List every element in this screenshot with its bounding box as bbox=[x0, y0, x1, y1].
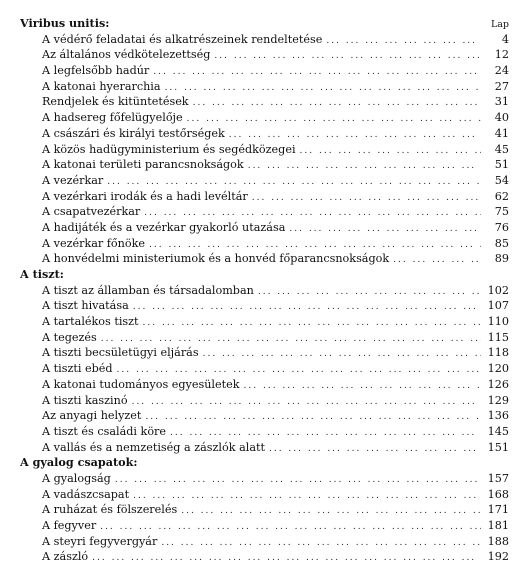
dot-leader bbox=[193, 96, 481, 105]
dot-leader bbox=[133, 300, 481, 309]
dot-leader bbox=[100, 520, 481, 529]
toc-entry bbox=[20, 63, 509, 79]
toc-section-heading bbox=[20, 455, 509, 471]
entry-title: A hadsereg főfelügyelője bbox=[42, 111, 183, 125]
toc-entry bbox=[20, 173, 509, 189]
dot-leader bbox=[149, 238, 481, 247]
toc-entry bbox=[20, 502, 509, 518]
entry-title: A tartalékos tiszt bbox=[42, 315, 139, 329]
entry-title: A tiszt és családi köre bbox=[42, 424, 167, 438]
toc-section-heading bbox=[20, 16, 509, 32]
entry-title: A vallás és a nemzetiség a zászlók alatt bbox=[42, 440, 265, 454]
entry-page: 51 bbox=[494, 158, 509, 172]
dot-leader bbox=[181, 504, 481, 513]
entry-title: A vezérkar bbox=[42, 173, 104, 187]
entry-title: A vezérkari irodák és a hadi levéltár bbox=[42, 189, 248, 203]
table-of-contents bbox=[20, 16, 509, 565]
entry-title: A császári és királyi testőrségek bbox=[42, 126, 225, 140]
entry-title: A közös hadügyministerium és segédközegei bbox=[42, 142, 296, 156]
entry-page: 54 bbox=[494, 173, 509, 187]
dot-leader bbox=[203, 347, 481, 356]
entry-page: 171 bbox=[487, 503, 509, 517]
entry-page: 118 bbox=[487, 346, 509, 360]
entry-page: 76 bbox=[494, 220, 509, 234]
toc-entry bbox=[20, 47, 509, 63]
dot-leader bbox=[252, 191, 481, 200]
page-column-header: Lap bbox=[490, 19, 509, 30]
dot-leader bbox=[153, 65, 481, 74]
entry-page: 4 bbox=[501, 32, 509, 46]
entry-title: A katonai területi parancsnokságok bbox=[42, 158, 244, 172]
entry-title: A tiszti ebéd bbox=[42, 362, 113, 376]
toc-entry bbox=[20, 79, 509, 95]
entry-page: 129 bbox=[487, 393, 509, 407]
entry-page: 181 bbox=[487, 519, 509, 532]
entry-title: A tegezés bbox=[42, 330, 97, 344]
dot-leader bbox=[144, 206, 481, 215]
section-title: A tiszt: bbox=[20, 267, 64, 281]
dot-leader bbox=[248, 159, 481, 168]
toc-entry bbox=[20, 283, 509, 299]
entry-title: Az általános védkötelezettség bbox=[42, 48, 211, 62]
dot-leader bbox=[229, 128, 481, 137]
entry-title: A fegyver bbox=[42, 519, 97, 532]
dot-leader bbox=[132, 395, 481, 404]
toc-entry bbox=[20, 314, 509, 330]
dot-leader bbox=[214, 49, 481, 58]
entry-title: A csapatvezérkar bbox=[42, 205, 141, 219]
entry-title: A tiszt az államban és társadalomban bbox=[42, 283, 254, 297]
entry-page: 120 bbox=[487, 362, 509, 376]
entry-page: 45 bbox=[494, 142, 509, 156]
entry-page: 89 bbox=[494, 252, 509, 266]
section-title: Viribus unitis: bbox=[20, 16, 110, 30]
entry-page: 126 bbox=[487, 377, 509, 391]
toc-entry bbox=[20, 126, 509, 142]
toc-entry bbox=[20, 377, 509, 393]
entry-page: 107 bbox=[487, 299, 509, 313]
dot-leader bbox=[92, 551, 481, 560]
entry-page: 102 bbox=[487, 283, 509, 297]
entry-title: Rendjelek és kitüntetések bbox=[42, 95, 189, 109]
toc-entry bbox=[20, 157, 509, 173]
entry-title: Az anyagi helyzet bbox=[42, 409, 142, 423]
dot-leader bbox=[393, 253, 481, 262]
entry-page: 24 bbox=[494, 64, 509, 78]
dot-leader bbox=[145, 410, 481, 419]
section-title: A gyalog csapatok: bbox=[20, 455, 138, 470]
entry-title: A katonai tudományos egyesületek bbox=[42, 377, 240, 391]
entry-title: A zászló bbox=[42, 550, 89, 564]
entry-page: 75 bbox=[494, 205, 509, 219]
toc-section-heading bbox=[20, 267, 509, 283]
dot-leader bbox=[187, 112, 481, 121]
entry-page: 145 bbox=[487, 424, 509, 438]
entry-title: A ruházat és fölszerelés bbox=[42, 503, 178, 517]
entry-page: 85 bbox=[494, 236, 509, 250]
entry-title: A katonai hyerarchia bbox=[42, 79, 161, 93]
entry-title: A vadászcsapat bbox=[42, 487, 130, 501]
toc-entry bbox=[20, 204, 509, 220]
toc-entry bbox=[20, 94, 509, 110]
toc-entry bbox=[20, 424, 509, 440]
toc-entry bbox=[20, 549, 509, 565]
toc-entry bbox=[20, 220, 509, 236]
dot-leader bbox=[300, 144, 481, 153]
entry-title: A tiszti becsületügyi eljárás bbox=[42, 346, 199, 360]
toc-entry bbox=[20, 393, 509, 409]
entry-page: 31 bbox=[494, 95, 509, 109]
toc-entry bbox=[20, 142, 509, 158]
dot-leader bbox=[258, 285, 481, 294]
toc-entry bbox=[20, 361, 509, 377]
entry-page: 41 bbox=[494, 126, 509, 140]
entry-page: 192 bbox=[487, 550, 509, 564]
entry-page: 40 bbox=[494, 111, 509, 125]
toc-entry bbox=[20, 518, 509, 534]
entry-page: 27 bbox=[494, 79, 509, 93]
entry-title: A legfelsőbb hadúr bbox=[42, 64, 150, 78]
toc-entry bbox=[20, 32, 509, 48]
entry-title: A gyalogság bbox=[42, 471, 111, 485]
toc-entry bbox=[20, 345, 509, 361]
dot-leader bbox=[170, 426, 481, 435]
entry-title: A tiszt hivatása bbox=[42, 299, 129, 313]
toc-entry bbox=[20, 534, 509, 550]
entry-title: A hadijáték és a vezérkar gyakorló utazása bbox=[42, 220, 286, 234]
dot-leader bbox=[289, 222, 481, 231]
toc-entry bbox=[20, 189, 509, 205]
toc-entry bbox=[20, 330, 509, 346]
entry-page: 115 bbox=[487, 330, 509, 344]
entry-page: 110 bbox=[487, 315, 509, 329]
dot-leader bbox=[244, 379, 481, 388]
entry-page: 136 bbox=[487, 409, 509, 423]
dot-leader bbox=[117, 363, 481, 372]
entry-page: 12 bbox=[494, 48, 509, 62]
dot-leader bbox=[161, 536, 481, 545]
dot-leader bbox=[165, 81, 481, 90]
entry-page: 188 bbox=[487, 534, 509, 548]
toc-entry bbox=[20, 251, 509, 267]
toc-entry bbox=[20, 110, 509, 126]
toc-entry bbox=[20, 298, 509, 314]
dot-leader bbox=[107, 175, 481, 184]
dot-leader bbox=[326, 34, 481, 43]
entry-title: A honvédelmi ministeriumok és a honvéd főparancsnokságok bbox=[42, 252, 390, 266]
entry-page: 157 bbox=[487, 471, 509, 485]
entry-title: A védérő feladatai és alkatrészeinek rendeltetése bbox=[42, 32, 323, 46]
dot-leader bbox=[133, 489, 481, 498]
toc-entry bbox=[20, 471, 509, 487]
dot-leader bbox=[101, 332, 481, 341]
dot-leader bbox=[115, 473, 481, 482]
entry-title: A tiszti kaszinó bbox=[42, 393, 128, 407]
toc-entry bbox=[20, 236, 509, 252]
dot-leader bbox=[143, 316, 481, 325]
dot-leader bbox=[269, 442, 481, 451]
entry-page: 168 bbox=[487, 487, 509, 501]
entry-title: A steyri fegyvergyár bbox=[42, 534, 158, 548]
toc-entry bbox=[20, 487, 509, 503]
entry-page: 62 bbox=[494, 189, 509, 203]
entry-page: 151 bbox=[487, 440, 509, 454]
toc-entry bbox=[20, 408, 509, 424]
entry-title: A vezérkar főnöke bbox=[42, 236, 146, 250]
toc-entry bbox=[20, 440, 509, 456]
